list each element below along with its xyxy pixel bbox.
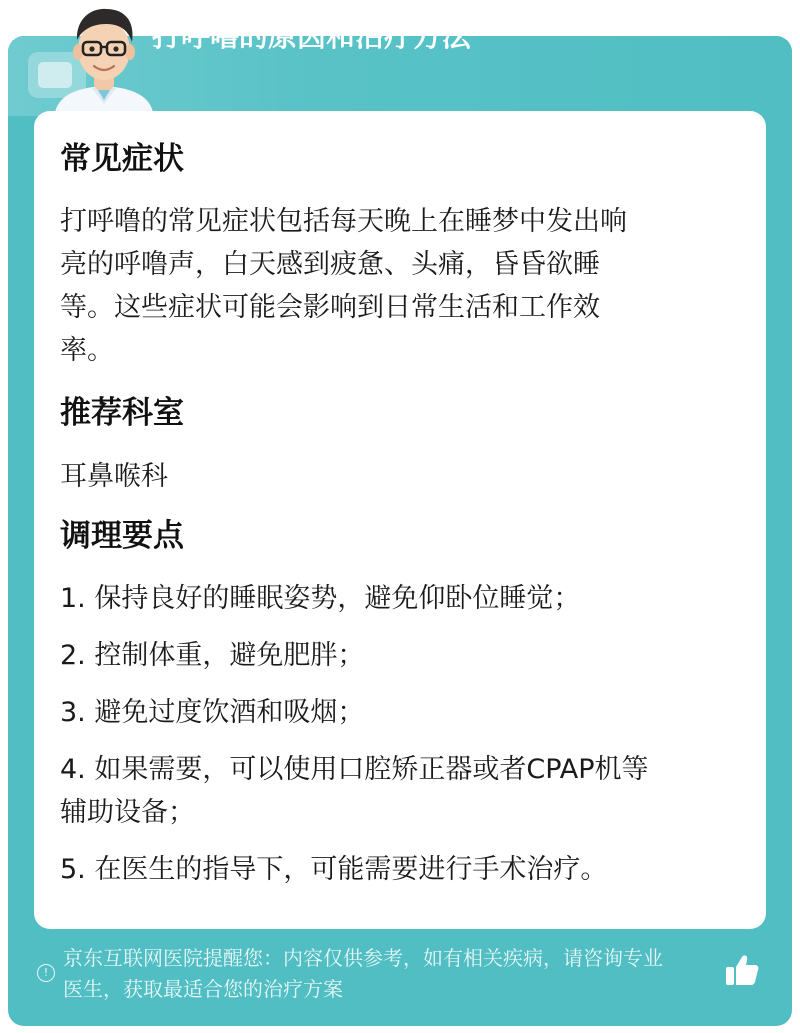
- department-heading: 推荐科室: [60, 395, 184, 431]
- department-value: 耳鼻喉科: [60, 461, 168, 492]
- symptoms-line-4: 率。: [60, 335, 114, 366]
- care-item-1: 1. 保持良好的睡眠姿势，避免仰卧位睡觉；: [60, 583, 581, 614]
- disclaimer: [63, 943, 733, 1005]
- disclaimer-line-2: 医生，获取最适合您的治疗方案: [63, 977, 343, 1001]
- symptoms-line-2: 亮的呼噜声，白天感到疲惫、头痛，昏昏欲睡: [60, 249, 600, 280]
- care-heading: 调理要点: [60, 518, 184, 554]
- care-item-5: 5. 在医生的指导下，可能需要进行手术治疗。: [60, 854, 608, 885]
- thumbs-up-icon[interactable]: [722, 951, 762, 991]
- symptoms-line-3: 等。这些症状可能会影响到日常生活和工作效: [60, 292, 600, 323]
- care-item-3: 3. 避免过度饮酒和吸烟；: [60, 697, 365, 728]
- content-panel: [34, 111, 766, 929]
- symptoms-line-1: 打呼噜的常见症状包括每天晚上在睡梦中发出响: [60, 206, 627, 237]
- care-item-4-cont: 辅助设备；: [60, 797, 195, 828]
- page-title: 打呼噜的原因和治疗方法: [152, 19, 472, 53]
- disclaimer-line-1: 京东互联网医院提醒您：内容仅供参考，如有相关疾病，请咨询专业: [63, 946, 663, 970]
- care-item-2: 2. 控制体重，避免肥胖；: [60, 640, 365, 671]
- info-icon: !: [37, 964, 55, 982]
- doctor-avatar-icon: [44, 0, 164, 118]
- care-item-4: 4. 如果需要，可以使用口腔矫正器或者CPAP机等: [60, 754, 649, 785]
- symptoms-heading: 常见症状: [60, 141, 184, 177]
